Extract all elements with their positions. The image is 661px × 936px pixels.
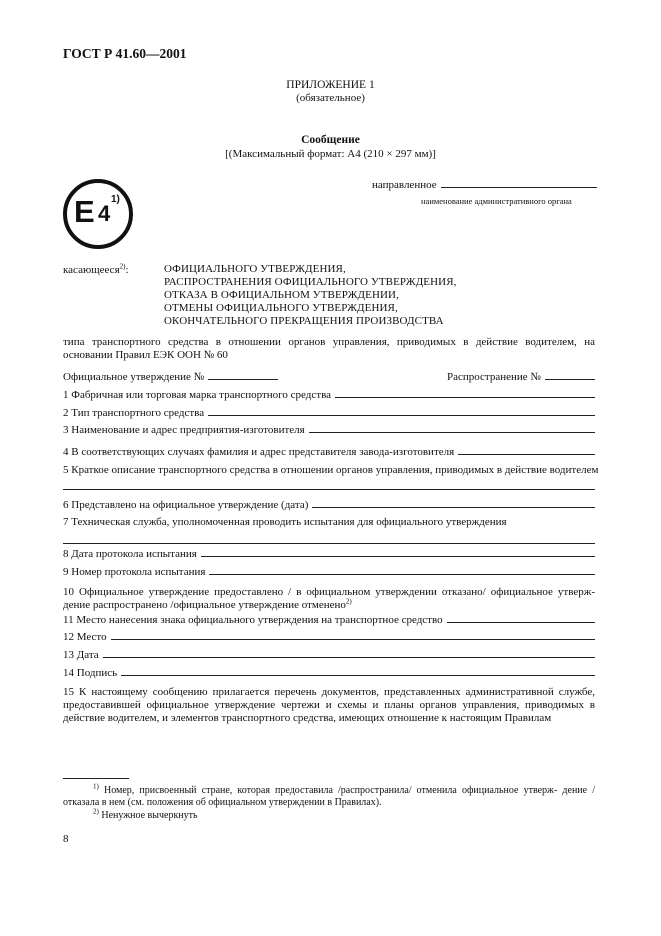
- item-11-label: 11 Место нанесения знака официального утверждения на транспортное средство: [63, 614, 443, 626]
- extension-number-line[interactable]: [545, 378, 595, 380]
- item-8-field: [63, 548, 595, 560]
- intro-paragraph: типа транспортного средства в отношении органов управления, приводимых в действие водителем, на основании Правил ЕЭК ООН № 60: [63, 336, 595, 361]
- sent-to-label: направленное: [372, 179, 437, 191]
- item-8-label: 8 Дата протокола испытания: [63, 548, 197, 560]
- item-11-line[interactable]: [447, 621, 595, 623]
- item-2-field: [63, 407, 595, 419]
- standard-header: ГОСТ Р 41.60—2001: [63, 46, 187, 61]
- concerning-item-2: РАСПРОСТРАНЕНИЯ ОФИЦИАЛЬНОГО УТВЕРЖДЕНИЯ,: [164, 276, 457, 288]
- item-6-line[interactable]: [312, 506, 595, 508]
- item-2-label: 2 Тип транспортного средства: [63, 407, 205, 419]
- item-3-line[interactable]: [309, 431, 595, 433]
- concerning-item-4: ОТМЕНЫ ОФИЦИАЛЬНОГО УТВЕРЖДЕНИЯ,: [164, 302, 398, 314]
- footnote-2: $^{2)}$ Ненужное вычеркнуть: [93, 807, 198, 821]
- logo-letter: E: [74, 194, 95, 229]
- extension-number-label: Распространение №: [447, 371, 541, 383]
- logo-note: 1): [111, 194, 120, 205]
- concerning-item-1: ОФИЦИАЛЬНОГО УТВЕРЖДЕНИЯ,: [164, 263, 346, 275]
- item-5-line[interactable]: [63, 489, 595, 490]
- message-format: [(Максимальный формат: А4 (210 × 297 мм)]: [225, 148, 436, 160]
- concerning-label: касающееся$^{2)}$:: [63, 262, 129, 276]
- item-1-label: 1 Фабричная или торговая марка транспортного средства: [63, 389, 332, 401]
- sent-to-field: [372, 179, 597, 191]
- item-13-field: [63, 649, 595, 661]
- item-4-field: [63, 446, 595, 458]
- concerning-item-3: ОТКАЗА В ОФИЦИАЛЬНОМ УТВЕРЖДЕНИИ,: [164, 289, 399, 301]
- item-9-field: [63, 566, 595, 578]
- footnote-separator: [63, 778, 129, 779]
- approval-number-line[interactable]: [208, 378, 278, 380]
- item-2-line[interactable]: [208, 414, 595, 416]
- item-10-paragraph: 10 Официальное утверждение предоставлено / в официальном утверждении отказано/ официальное утверж- дение распространено /официальное утверждение отменено$^{2)}$: [63, 586, 595, 611]
- item-6-label: 6 Представлено на официальное утверждение (дата): [63, 499, 309, 511]
- item-3-label: 3 Наименование и адрес предприятия-изготовителя: [63, 424, 305, 436]
- item-12-line[interactable]: [111, 638, 595, 640]
- logo-number: 4: [98, 201, 111, 226]
- concerning-item-5: ОКОНЧАТЕЛЬНОГО ПРЕКРАЩЕНИЯ ПРОИЗВОДСТВА: [164, 315, 444, 327]
- item-11-field: [63, 614, 595, 626]
- footnote-1: $^{1)}$ Номер, присвоенный стране, которая предоставила /распространила/ отменила официальное утверж- дение /отказала в нем (см. положения об официальном утверждении в Правилах).: [63, 782, 595, 808]
- item-14-field: [63, 667, 595, 679]
- item-14-label: 14 Подпись: [63, 667, 118, 679]
- page-number: 8: [63, 833, 69, 845]
- item-13-line[interactable]: [103, 656, 595, 658]
- item-6-field: [63, 499, 595, 511]
- item-8-line[interactable]: [201, 555, 595, 557]
- item-9-label: 9 Номер протокола испытания: [63, 566, 206, 578]
- approval-number-label: Официальное утверждение №: [63, 371, 205, 383]
- sent-to-line[interactable]: [441, 186, 597, 188]
- approval-mark-logo: [62, 178, 134, 250]
- item-7-label: 7 Техническая служба, уполномоченная проводить испытания для официального утверждения: [63, 516, 507, 528]
- item-12-label: 12 Место: [63, 631, 107, 643]
- item-9-line[interactable]: [209, 573, 595, 575]
- item-12-field: [63, 631, 595, 643]
- item-5-label: 5 Краткое описание транспортного средства в отношении органов управления, приводимых в действие водителем: [63, 464, 599, 476]
- item-1-field: [63, 389, 595, 401]
- item-13-label: 13 Дата: [63, 649, 99, 661]
- extension-number-field: [447, 371, 595, 383]
- sent-to-caption: наименование административного органа: [421, 196, 572, 206]
- message-title: Сообщение: [301, 134, 360, 146]
- item-4-label: 4 В соответствующих случаях фамилия и адрес представителя завода-изготовителя: [63, 446, 455, 458]
- appendix-title: ПРИЛОЖЕНИЕ 1: [286, 79, 375, 91]
- item-7-line[interactable]: [63, 543, 595, 544]
- item-15-paragraph: 15 К настоящему сообщению прилагается перечень документов, представленных административной службе, предоставившей официальное утверждение чертежи и схемы и планы органов управления, приводимых в действие водителем, и элементов транспортного средства, имеющих отношение к настоящим Правилам: [63, 686, 595, 724]
- item-4-line[interactable]: [458, 453, 595, 455]
- approval-number-field: [63, 371, 278, 383]
- appendix-subtitle: (обязательное): [296, 92, 365, 104]
- item-14-line[interactable]: [121, 674, 595, 676]
- item-3-field: [63, 424, 595, 436]
- item-1-line[interactable]: [335, 396, 595, 398]
